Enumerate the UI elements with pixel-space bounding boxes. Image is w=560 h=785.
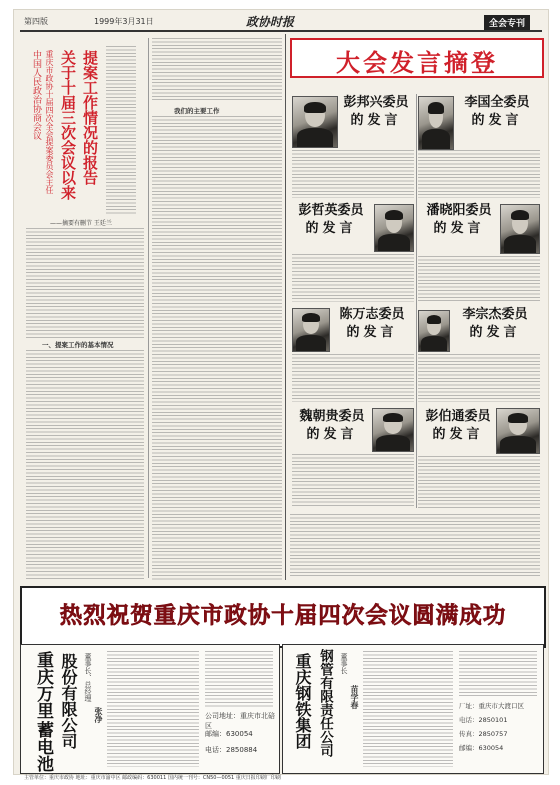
ad1-body-text bbox=[107, 651, 199, 767]
congrats-band bbox=[20, 586, 546, 648]
speaker-text-3 bbox=[292, 254, 414, 302]
speaker-title-7 bbox=[292, 408, 372, 444]
newspaper-page bbox=[14, 10, 548, 781]
ad2-address-label: 厂址： bbox=[459, 702, 479, 710]
speaker-suffix-4: 的发言 bbox=[433, 221, 485, 236]
ad1-body-text-2 bbox=[205, 651, 273, 707]
ad2-phone-label: 电话： bbox=[459, 716, 479, 724]
speakers-divider bbox=[416, 94, 417, 508]
speaker-photo-1 bbox=[292, 96, 338, 148]
ad2-address-value: 重庆市大渡口区 bbox=[478, 702, 524, 710]
ad2-fax-value: 2850757 bbox=[478, 730, 508, 738]
speaker-text-1 bbox=[292, 150, 414, 198]
debate-banner bbox=[290, 38, 544, 78]
speaker-text-5 bbox=[292, 354, 414, 402]
speaker-title-6 bbox=[450, 306, 540, 342]
congrats-band-title: 热烈祝贺重庆市政协十届四次会议圆满成功 bbox=[59, 603, 507, 629]
lead-byline: ——摘要有删节 王廷兰 bbox=[50, 220, 112, 227]
speaker-suffix-1: 的发言 bbox=[350, 113, 402, 128]
speaker-text-7 bbox=[292, 454, 414, 508]
ad1-postcode bbox=[205, 729, 253, 739]
lead-body-col2b bbox=[152, 116, 282, 580]
ad2-fax bbox=[459, 729, 507, 738]
ad2-company-col2: 钢管有限责任公司 bbox=[317, 649, 333, 757]
speaker-name-7: 魏朝贵委员 bbox=[299, 409, 365, 424]
speaker-photo-8 bbox=[496, 408, 540, 454]
lead-body-col1 bbox=[26, 228, 144, 338]
speaker-photo-3 bbox=[374, 204, 414, 252]
issue-date: 1999年3月31日 bbox=[94, 17, 154, 26]
ad1-address bbox=[205, 711, 279, 731]
lead-subheading-1: 一、提案工作的基本情况 bbox=[42, 341, 114, 349]
ad2-body-text bbox=[363, 651, 453, 767]
page-number: 第四版 bbox=[24, 17, 48, 26]
ad1-phone-label: 电话： bbox=[205, 746, 226, 754]
ad2-body-text-2 bbox=[459, 651, 537, 697]
speaker-title-8 bbox=[418, 408, 498, 444]
speaker-name-6: 李宗杰委员 bbox=[462, 307, 528, 322]
ad2-role: 董事长 bbox=[340, 653, 348, 674]
speaker-name-5: 陈万志委员 bbox=[339, 307, 405, 322]
speaker-suffix-7: 的发言 bbox=[306, 427, 358, 442]
section-label: 全会专刊 bbox=[484, 15, 530, 30]
speaker-text-2 bbox=[418, 150, 540, 198]
speaker-title-4 bbox=[418, 202, 500, 238]
ad1-address-label: 公司地址： bbox=[205, 712, 240, 720]
ad1-address-value: 重庆市北碚区 bbox=[205, 712, 275, 730]
speaker-name-8: 彭伯通委员 bbox=[425, 409, 491, 424]
speaker-suffix-5: 的发言 bbox=[346, 325, 398, 340]
paper-name: 政协时报 bbox=[246, 15, 295, 29]
ad1-role: 董事长、总经理 bbox=[84, 653, 92, 702]
speaker-title-3 bbox=[292, 202, 370, 238]
speaker-suffix-8: 的发言 bbox=[432, 427, 484, 442]
lead-kicker: 重庆市政协十届四次全会提案委员会主任 bbox=[45, 50, 54, 194]
lead-right-divider bbox=[285, 34, 286, 580]
speaker-name-1: 彭邦兴委员 bbox=[343, 95, 409, 110]
debate-banner-title: 大会发言摘登 bbox=[336, 49, 498, 77]
ad2-person: 苗学春 bbox=[350, 685, 359, 709]
speaker-name-3: 彭哲英委员 bbox=[298, 203, 364, 218]
speaker-photo-7 bbox=[372, 408, 414, 452]
ad-wanli-battery bbox=[20, 644, 280, 774]
speaker-photo-5 bbox=[292, 308, 330, 352]
lead-column-divider bbox=[148, 38, 149, 578]
speaker-name-4: 潘晓阳委员 bbox=[426, 203, 492, 218]
speaker-photo-2 bbox=[418, 96, 454, 150]
ad2-postcode-value: 630054 bbox=[478, 744, 504, 752]
ad-chongqing-steel bbox=[282, 644, 544, 774]
speaker-text-4 bbox=[418, 256, 540, 302]
ad2-address bbox=[459, 701, 524, 710]
ad2-phone bbox=[459, 715, 507, 724]
lead-intro-text bbox=[106, 46, 136, 214]
speaker-text-6 bbox=[418, 354, 540, 402]
ad1-company-col3: 股份有限公司 bbox=[59, 653, 78, 749]
ad1-phone bbox=[205, 745, 257, 755]
ad1-company-col2: 蓄电池 bbox=[33, 721, 53, 772]
speaker-photo-6 bbox=[418, 310, 450, 352]
ad1-postcode-label: 邮编： bbox=[205, 730, 226, 738]
lead-body-col1b bbox=[26, 350, 144, 580]
ad2-company-col1: 重庆钢铁集团 bbox=[293, 653, 312, 749]
speaker-title-2 bbox=[454, 94, 540, 130]
ad2-postcode-label: 邮编： bbox=[459, 744, 479, 752]
ad2-postcode bbox=[459, 743, 503, 752]
speaker-title-1 bbox=[338, 94, 414, 130]
speaker-suffix-6: 的发言 bbox=[469, 325, 521, 340]
lead-body-col2 bbox=[152, 38, 282, 102]
ad1-person: 张净 bbox=[94, 707, 103, 723]
masthead-rule bbox=[20, 30, 542, 32]
lead-kicker-2: 中国人民政治协商会议 bbox=[31, 50, 41, 140]
speaker-text-8 bbox=[418, 456, 540, 508]
continuation-text bbox=[290, 514, 540, 578]
ad2-phone-value: 2850101 bbox=[478, 716, 508, 724]
speaker-name-2: 李国全委员 bbox=[464, 95, 530, 110]
lead-title-line1: 关于十届三次会议以来 bbox=[59, 50, 77, 200]
speaker-title-5 bbox=[330, 306, 414, 342]
speaker-suffix-2: 的发言 bbox=[471, 113, 523, 128]
speaker-photo-4 bbox=[500, 204, 540, 254]
lead-title-line2: 提案工作情况的报告 bbox=[81, 50, 99, 185]
ad1-postcode-value: 630054 bbox=[226, 730, 253, 738]
page-footer: 主管单位：重庆市政协 地址：重庆市渝中区 邮政编码：630011 国内统一刊号：CN50—0051 重庆日报印刷厂印刷 bbox=[24, 775, 281, 781]
lead-subheading-2: 我们的主要工作 bbox=[174, 107, 220, 115]
ad1-company-col1: 重庆万里 bbox=[33, 651, 53, 719]
ad1-phone-value: 2850884 bbox=[226, 746, 258, 754]
speaker-suffix-3: 的发言 bbox=[305, 221, 357, 236]
ad2-fax-label: 传真： bbox=[459, 730, 479, 738]
